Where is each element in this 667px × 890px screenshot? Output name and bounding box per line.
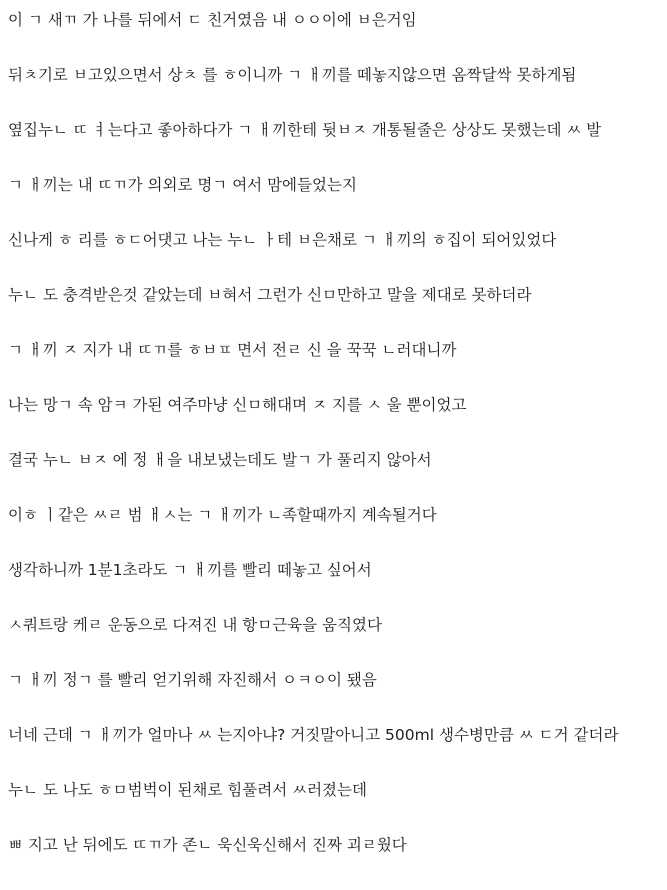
text-line: 누ㄴ 도 충격받은것 같았는데 ㅂ혀서 그런가 신ㅁ만하고 말을 제대로 못하더라 <box>8 286 532 304</box>
text-line: ㄱ ㅐ끼 정ㄱ 를 빨리 얻기위해 자진해서 ㅇㅋㅇ이 됐음 <box>8 671 377 689</box>
text-line: ㄱ ㅐ끼는 내 ㄸㄲ가 의외로 명ㄱ 여서 맘에들었는지 <box>8 176 357 194</box>
text-line: 이ㅎ ㅣ같은 ㅆㄹ 범 ㅐㅅ는 ㄱ ㅐ끼가 ㄴ족할때까지 계속될거다 <box>8 506 437 524</box>
text-line: 누ㄴ 도 나도 ㅎㅁ범벅이 된채로 힘풀려서 ㅆ러졌는데 <box>8 781 367 799</box>
text-line: ㅅ쿼트랑 케ㄹ 운동으로 다져진 내 항ㅁ근육을 움직였다 <box>8 616 382 634</box>
text-line: 옆집누ㄴ ㄸ ㅕ는다고 좋아하다가 ㄱ ㅐ끼한테 뒷ㅂㅈ 개통될줄은 상상도 못했는데 ㅆ 발 <box>8 121 602 139</box>
text-line: 뒤ㅊ기로 ㅂ고있으면서 상ㅊ 를 ㅎ이니까 ㄱ ㅐ끼를 떼놓지않으면 옴짝달싹 못하게됨 <box>8 66 577 84</box>
text-line: 이 ㄱ 새ㄲ 가 나를 뒤에서 ㄷ 친거였음 내 ㅇㅇ이에 ㅂ은거임 <box>8 11 417 29</box>
text-line: ㄱ ㅐ끼 ㅈ 지가 내 ㄸㄲ를 ㅎㅂㅍ 면서 전ㄹ 신 을 꾹꾹 ㄴ러대니까 <box>8 341 457 359</box>
text-line: 나는 망ㄱ 속 암ㅋ 가된 여주마냥 신ㅁ해대며 ㅈ 지를 ㅅ 울 뿐이었고 <box>8 396 467 414</box>
text-line: ㅃ 지고 난 뒤에도 ㄸㄲ가 존ㄴ 욱신욱신해서 진짜 괴ㄹ웠다 <box>8 836 407 854</box>
text-line: 결국 누ㄴ ㅂㅈ 에 정 ㅐ을 내보냈는데도 발ㄱ 가 풀리지 않아서 <box>8 451 432 469</box>
text-line: 생각하니까 1분1초라도 ㄱ ㅐ끼를 빨리 떼놓고 싶어서 <box>8 561 372 579</box>
text-line: 너네 근데 ㄱ ㅐ끼가 얼마나 ㅆ 는지아냐? 거짓말아니고 500ml 생수병만큼 ㅆ ㄷ거 같더라 <box>8 726 619 744</box>
text-line: 신나게 ㅎ 리를 ㅎㄷ어댓고 나는 누ㄴ ㅏ테 ㅂ은채로 ㄱ ㅐ끼의 ㅎ집이 되어있었다 <box>8 231 557 249</box>
